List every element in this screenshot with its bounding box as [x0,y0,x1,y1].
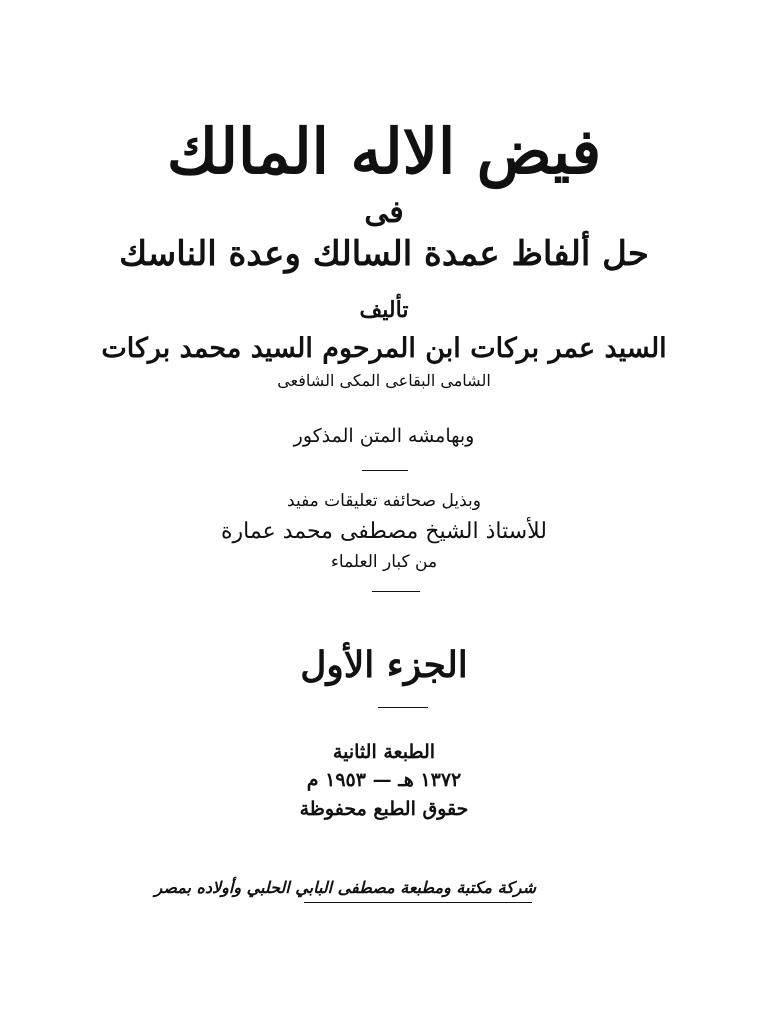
author-nisba: الشامى البقاعى المكى الشافعى [277,371,491,390]
book-subtitle: حل ألفاظ عمدة السالك وعدة الناسك [119,234,649,274]
margin-text-note: وبهامشه المتن المذكور [293,425,475,447]
annotator-title: من كبار العلماء [330,552,438,572]
publisher-imprint [154,875,536,907]
copyright-notice: حقوق الطبع محفوظة [299,798,469,820]
volume-label: الجزء الأول [300,644,468,686]
annotator-name: للأستاذ الشيخ مصطفى محمد عمارة [221,519,547,544]
publisher-underline [304,902,532,903]
edition-label: الطبعة الثانية [332,741,436,763]
publication-dates: ١٣٧٢ هـ — ١٩٥٣ م [306,769,462,791]
footnotes-note: وبذيل صحائفه تعليقات مفيد [287,491,481,511]
publisher-name: شركة مكتبة ومطبعة مصطفى البابي الحلبي وأولاده بمصر [154,878,536,897]
separator-rule [372,591,420,592]
title-connector: فى [364,195,404,230]
authored-by-label: تأليف [359,297,409,323]
separator-rule [362,470,408,471]
book-title: فيض الاله المالك [166,115,602,188]
author-name: السيد عمر بركات ابن المرحوم السيد محمد بركات [101,333,667,364]
separator-rule [378,707,428,708]
